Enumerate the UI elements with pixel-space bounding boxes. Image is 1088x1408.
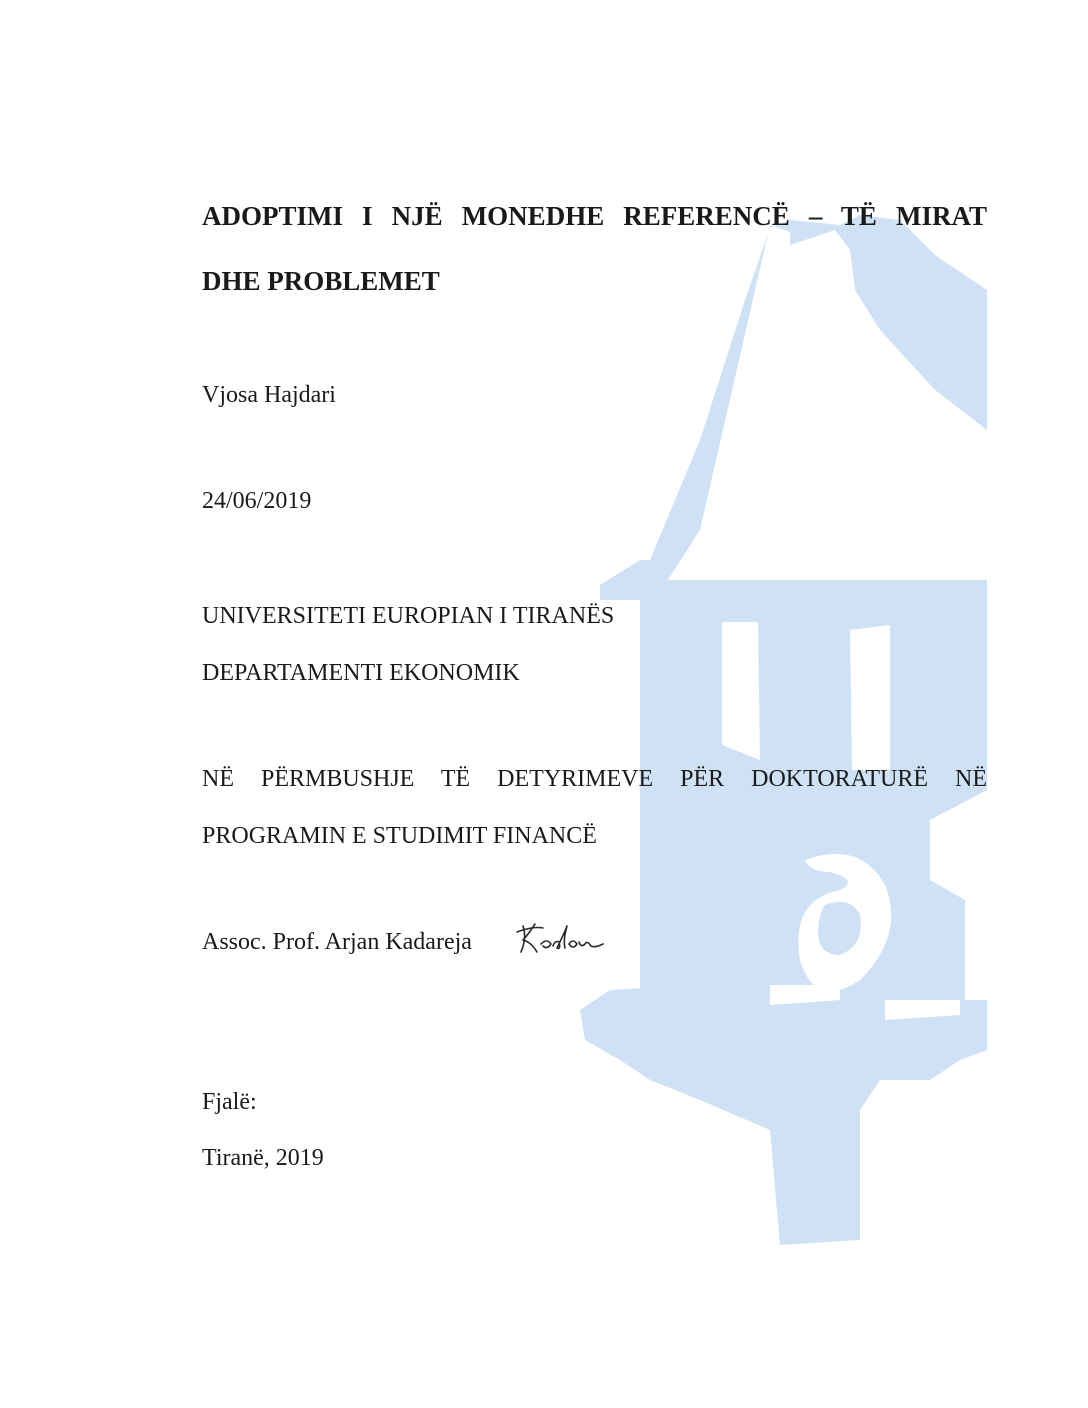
purpose-line-1: NË PËRMBUSHJE TË DETYRIMEVE PËR DOKTORATURË NË [202,766,987,792]
purpose-line-2: PROGRAMIN E STUDIMIT FINANCË [202,823,597,849]
supervisor-name: Assoc. Prof. Arjan Kadareja [202,929,472,955]
document-title-line-2: DHE PROBLEMET [202,266,440,296]
author-name: Vjosa Hajdari [202,382,336,408]
document-title-line-1: ADOPTIMI I NJË MONEDHE REFERENCË – TË MIRAT [202,201,987,231]
supervisor-signature [513,918,605,960]
keywords-label: Fjalë: [202,1089,257,1115]
place-and-year: Tiranë, 2019 [202,1145,324,1171]
document-date: 24/06/2019 [202,488,312,514]
document-content [202,0,987,1408]
university-name: UNIVERSITETI EUROPIAN I TIRANËS [202,603,615,629]
department-name: DEPARTAMENTI EKONOMIK [202,660,520,686]
